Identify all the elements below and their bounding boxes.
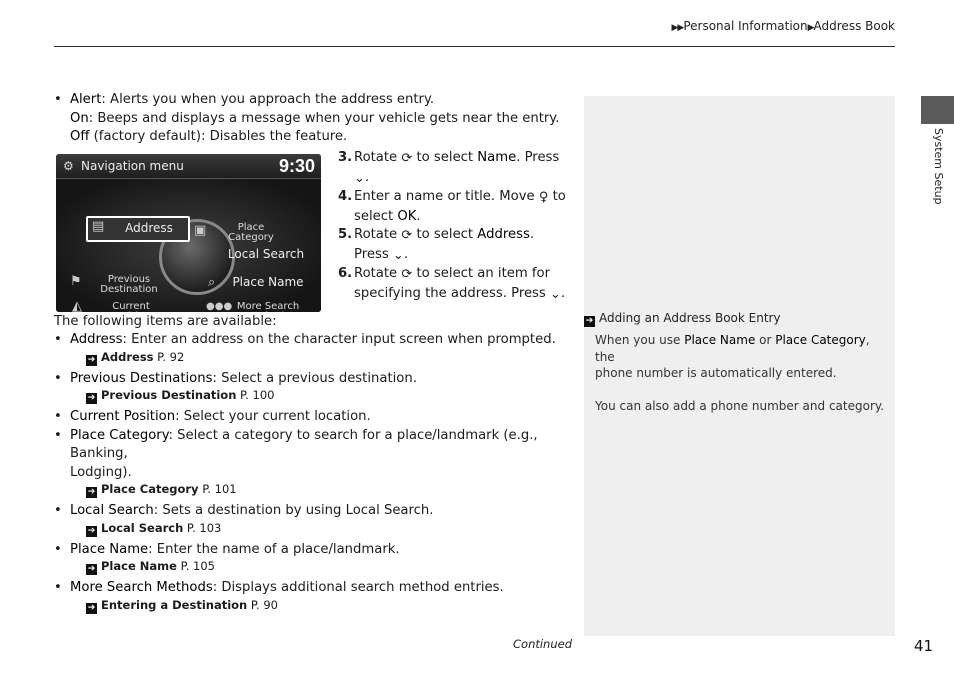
step-4: 4. Enter a name or title. Move ♀ to select OK. (338, 189, 566, 224)
reference-arrow-icon: ➔ (87, 354, 96, 365)
screen-clock: 9:30 (278, 156, 315, 176)
note-paragraph: When you use Place Name or Place Category, the phone number is automatically entered. (595, 333, 870, 380)
step-3: 3. Rotate ⟳ to select Name. Press ⌄. (338, 149, 568, 188)
more-dots-icon: ●●● (206, 301, 233, 312)
menu-item-more-search-methods[interactable]: More Search (236, 301, 300, 312)
reference-arrow-icon: ➔ (87, 525, 96, 536)
menu-item-place-name[interactable]: Place Name (232, 275, 304, 289)
page-reference-link[interactable]: ➔ Entering a Destination P. 90 (87, 597, 278, 613)
bullet-icon: • (54, 427, 62, 443)
step-6: 6. Rotate ⟳ to select an item for specifying the address. Press ⌄. (338, 265, 568, 304)
list-item: • Previous Destinations: Select a previous destination. ➔ Previous Destination P. 100 (70, 370, 570, 405)
list-item: • Local Search: Sets a destination by using Local Search. ➔ Local Search P. 103 (70, 502, 570, 537)
address-book-icon: ▤ (92, 219, 105, 234)
menu-item-place-category[interactable]: Place Category (228, 222, 274, 243)
menu-item-current-position[interactable]: Current (112, 301, 150, 312)
alert-on-option: On: Beeps and displays a message when your vehicle gets near the entry. (70, 110, 560, 126)
note-body (595, 332, 890, 414)
breadcrumb-arrows-icon: ▶▶ (671, 23, 684, 33)
section-tab-marker[interactable] (921, 96, 954, 124)
header-divider (54, 46, 895, 47)
page-reference-link[interactable]: ➔ Place Category P. 101 (87, 482, 237, 497)
page-reference-link[interactable]: ➔ Previous Destination P. 100 (87, 388, 275, 403)
gear-icon: ⚙ (63, 159, 74, 173)
page-reference-link[interactable]: ➔ Address P. 92 (87, 349, 185, 365)
reference-arrow-icon: ➔ (87, 564, 96, 574)
rotate-knob-icon: ⟳ (401, 228, 413, 243)
place-category-icon: ▣ (194, 223, 207, 238)
reference-arrow-icon: ➔ (87, 393, 96, 403)
menu-item-local-search[interactable]: Local Search (227, 247, 305, 261)
section-tab-label: System Setup (932, 128, 945, 205)
press-knob-icon: ⌄ (354, 170, 365, 186)
list-item: • Address: Enter an address on the character input screen when prompted. ➔ Address P. 92 (70, 331, 570, 366)
step-5: 5. Rotate ⟳ to select Address. Press ⌄. (338, 226, 568, 265)
menu-item-address[interactable]: Address (125, 221, 173, 235)
bullet-icon: • (54, 92, 62, 107)
press-knob-icon: ⌄ (392, 247, 404, 263)
reference-arrow-icon: ➔ (87, 487, 96, 497)
rotate-knob-icon: ⟳ (401, 267, 413, 282)
move-knob-icon: ♀ (538, 190, 549, 205)
bullet-icon: • (54, 503, 62, 518)
reference-arrow-icon: ➔ (87, 602, 96, 613)
note-arrow-icon: ➔ (585, 316, 594, 326)
bullet-icon: • (54, 409, 62, 424)
bullet-icon: • (54, 332, 62, 347)
screen-header: ⚙ Navigation menu 9:30 (56, 154, 321, 179)
list-item: • Current Position: Select your current location. (70, 408, 570, 427)
bullet-icon: • (54, 370, 62, 386)
screen-menu (56, 179, 321, 312)
list-item: • More Search Methods: Displays additional search method entries. ➔ Entering a Destination P. 90 (70, 579, 570, 614)
place-name-icon: ⌕ (208, 275, 216, 290)
bullet-icon: • (54, 541, 62, 557)
page-reference-link[interactable]: ➔ Place Name P. 105 (87, 559, 215, 574)
items-list (54, 331, 570, 614)
breadcrumb-item[interactable]: Address Book (813, 19, 895, 33)
alert-off-option: Off (factory default): Disables the feature. (70, 129, 348, 144)
continued-label: Continued (513, 637, 573, 651)
rotate-knob-icon: ⟳ (401, 151, 413, 166)
steps-list (338, 149, 568, 304)
breadcrumb-separator-icon: ▶ (807, 23, 814, 33)
bullet-icon: • (54, 580, 62, 595)
alert-bullet: • Alert: Alerts you when you approach the address entry. (70, 91, 570, 110)
alert-section (54, 91, 570, 147)
page-reference-link[interactable]: ➔ Local Search P. 103 (87, 520, 222, 536)
page-number: 41 (914, 637, 934, 655)
current-position-icon: ◭ (72, 299, 82, 312)
press-knob-icon: ⌄ (550, 286, 561, 302)
list-item: • Place Name: Enter the name of a place/landmark. ➔ Place Name P. 105 (70, 541, 570, 576)
list-item: • Place Category: Select a category to search for a place/landmark (e.g., Banking, Lodging). ➔ Place Category P. 101 (70, 427, 570, 499)
breadcrumb-item[interactable]: Personal Information (683, 19, 808, 33)
navigation-menu-screenshot (56, 154, 321, 312)
flag-icon: ⚑ (70, 274, 82, 289)
items-intro: The following items are available: (54, 314, 277, 329)
breadcrumb (671, 19, 895, 33)
note-paragraph: You can also add a phone number and category. (595, 398, 885, 413)
menu-item-previous-destination[interactable]: Previous Destination (100, 274, 158, 295)
note-title: ➔ Adding an Address Book Entry (585, 311, 781, 326)
